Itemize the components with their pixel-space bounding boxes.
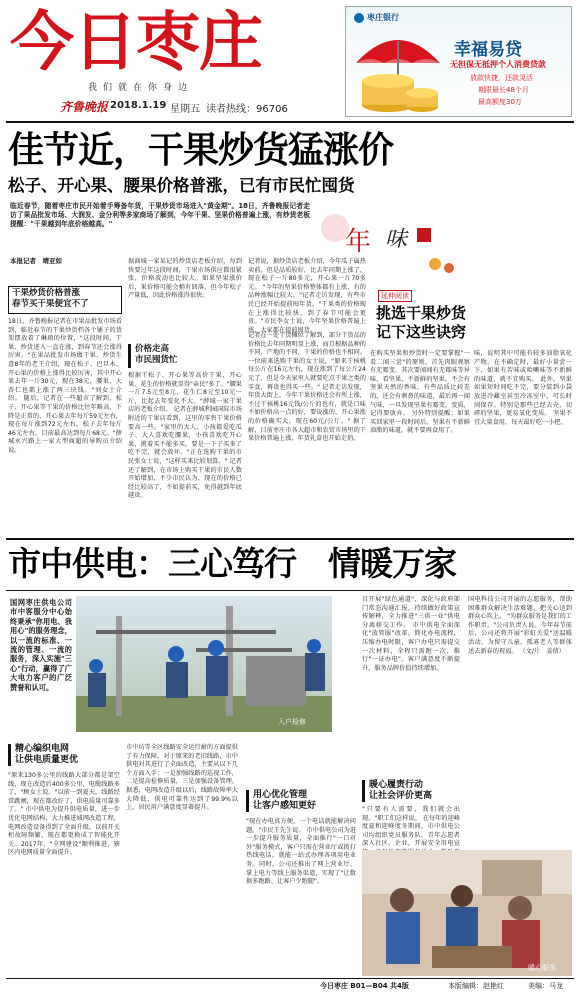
- ad-bank-name: 枣庄银行: [367, 13, 399, 22]
- umbrella-coins-graphic: [348, 21, 448, 115]
- headline1-col2: 据商城一家某记的炒货店老板介绍，每到快要过年这段时间，干果市场供应都很紧张，价格波动也比较大。如果坚果涨价后，果价格可能会稍有回落，但今年松子产量低，因此价格涨得很快。: [128, 258, 242, 300]
- section-divider: [6, 538, 574, 540]
- ad-line2: 放款快捷，还款灵活: [470, 74, 533, 82]
- home-visit-photo: [362, 850, 572, 976]
- related-col2: 味，说明其中可能有较多油脂氧化产物。在不确定时，最好小量尝一下，如果有苦味或哈喇味等不新鲜的味道，就不宜购买。 此外，坚果如果短时间吃不完，要分装到小袋放进冷藏室甚至冷冻室中，可长时间保存。特别是那些已经去壳、切碎的坚果，更易氧化变质。 坚果不宜大量食用，每天最好吃一小把。: [474, 350, 572, 426]
- masthead-weekday: 星期五: [170, 104, 200, 115]
- workers-photo: [76, 596, 332, 732]
- headline1-col3: 根据干松子、开心果等高价干果，开心果、花生的价格就显得"亲民"多了。"腰果一斤7.5元至8元，花生仁8元至10元一斤，比起去年变化不大。"薛城一家干果店的老板介绍。 记者在薛城利园国际市场附近的干果店看到，这里的零售干果价格要高一些。"家里的大人、小孩都爱吃瓜子、大人喜欢吃腰果，小孩喜欢吃开心果，挑着买不能多买，要是一下子买多了吃不完，就会放坏。"正在选购干果的市民张女士说，"这样买来比较划算。" 记者还了解到，在市场上购买干果的市民人数开始增加，不少市民认为，现在的价格已经比较高了，不如提前买，免得越到年底越贵。: [128, 372, 242, 500]
- related-title: 挑选干果炒货 记下这些诀窍: [376, 304, 467, 341]
- ad-line4: 最高额度30万: [478, 98, 522, 106]
- headline1-title: 佳节近，干果炒货猛涨价: [8, 130, 394, 171]
- svg-text:味: 味: [385, 227, 408, 252]
- ad-banner[interactable]: [345, 6, 572, 117]
- headline1-subtitle: 松子、开心果、腰果价格普涨，已有市民忙囤货: [8, 176, 355, 195]
- masthead-hotline: 读者热线：96706: [206, 104, 288, 115]
- ad-line3: 期限最长48个月: [478, 86, 529, 94]
- headline1-byline: 本报记者 靖亚如: [10, 257, 62, 265]
- footer-editor: 本版编辑：赵艳红: [448, 982, 504, 990]
- masthead-divider: [6, 121, 574, 123]
- headline1-col4: 记者说，据炒货店老板介绍，今年瓜子属热卖前，但是品质较好，比去年同期上涨了，现在松子一斤80多元，开心果一斤70多元。 "今年的坚果价格整体都有上涨，有的品种涨幅比较大。"记者走访发现，有些市民已经开始提前囤年货。"干果类的价格现在上涨得比较快，到了春节可能会更贵。"市民李女士说，今年坚果价格普遍上涨，大家都在提前囤货。: [248, 258, 366, 334]
- masthead-title: 今日枣庄: [10, 6, 262, 80]
- photo3-caption: 暖心服务: [528, 964, 556, 972]
- headline1-col5: 记者在一处干货摊位了解到，部分干货品的价格比去年同期明显上涨，而且根据品种的不同，产地的不同，干果的价格也不相同。一位前来选购干果的女士说，"原来干核桃每公斤在16元左右，现在涨到了每公斤24元了，但是今天家里人就要吃点干果之类的零食，再贵也得买一些。" 记者走访发现，年货大街上，今年干果价格还会有所上涨，不过干核桃16元钱/公斤的也有，就是口味不如价格高一点的好，要说涨的，开心果涨的价格确实大，现在60元/公斤。" 据了解，目前枣庄市各大超市和农贸市场里的干果价格普遍上涨，年货礼盒也开始走俏。: [248, 332, 366, 443]
- headline1-lead: 临近春节，随着枣庄市民开始着手筹备年货，干果炒货市场进入"黄金期"。18日，齐鲁晚报记者走访了果品批发市场、大润发、金分利等多家商场了解到，今年干果、坚果价格普遍上涨，有炒货老板提醒："干果越到年底价格越高。": [10, 202, 310, 228]
- headline2-intro: 国网枣庄供电公司市中客服分中心始终秉承"你用电、我用心"的服务理念，以一流的标准、一流的管理、一流的服务，深入实施"三心"行动，赢得了广大电力客户的广泛赞誉和认可。: [10, 598, 72, 692]
- footer-page: 今日枣庄 B01—B04 共4版: [320, 982, 409, 990]
- headline2-col4: 目开展"绿色通道"，深化与政府部门常态沟通汇报，持续做好政策宣传解释，全力推进"三供一业"供电分离移交工作。 市中供电全面深化"放管服"改革，简化办电流程，压缩办电时限，客户办电只需提交一次材料，全程只需跑一次，推行"一证办电"。客户满意度不断提升，服务品牌价值持续增加。: [362, 596, 460, 672]
- headline2-col3: "现在办电真方便，一个电话就能解决问题。"市民王先生说。 市中供电公司为进一步提升服务质量，全面推行"一口对外"服务模式，客户只需在营业厅或拨打热线电话，就能一站式办理各项用电业务。同时，公司还推出了网上营业厅、掌上电力等线上服务渠道，实现了"让数据多跑路、让客户少跑腿"。: [246, 818, 356, 886]
- headline2-col2: 市中坊等全区线路安全运行耐的方面提供了有力保障。对于原来的老旧线路，市中供电对其进行了全面改造，主要从以下几个方面入手：一是加强线路的巡视工作，二是提高检修质量，三是加强设备管理。 据悉，电网改造升级以后，线路故障率大大降低，供电可靠性达到了99.9%以上，居民用户满意度显著提升。: [126, 744, 238, 812]
- footer-designer: 美编：马龙: [528, 982, 563, 990]
- box-title-2: 价格走高 市民囤货忙: [128, 344, 245, 368]
- masthead-brand: 齐鲁晚报: [60, 100, 109, 114]
- related-tag: 延伸阅读: [378, 290, 412, 302]
- ad-line1: 无担保无抵押个人消费贷款: [450, 60, 546, 69]
- sub1-title: 精心编织电网 让供电质量更优: [8, 744, 125, 766]
- related-col1: 在购买坚果和炒货时一定要掌握"一看二闻三尝"的原则，首先肉眼观察有无霉变、其次要闻闻有无霉味等异味，看坚果、不新鲜的坚果，不会有坚果天然的香味，有些品质比较差的，还会有刺鼻的味道，最后再一闻气味，一旦发现坚果有霉变、变质，记得要放弃。 另外特别提醒：如果买回家里一段时间后，坚果有不新鲜油脂的味道，就不要再食用了。: [370, 350, 470, 435]
- headline2-col6: 国电科技公司开展的志愿服务，帮助困难群众解决生活难题，把关心送到群众心坎上。 "为群众服务是我们的工作职责。"公司负责人说。今年春节前后，公司还将开展"彩虹关爱"送温暖活动，为留守儿童、孤寡老人等群体送去新春的祝福。 （文/片 姜倩）: [468, 596, 572, 655]
- masthead-date: 2018.1.19: [110, 100, 167, 111]
- headline2-col5: "只要有人需要，我们就会出现。"职工们这样说。 在每年的迎峰度夏和迎峰度冬期间，市中供电公司均组织党员服务队、青年志愿者深入社区、企业，开展安全用电宣: [362, 806, 460, 848]
- headline2-underline: [6, 590, 574, 591]
- headline1-col1: 18日，齐鲁晚报记者在市果品批发市场看到，临近春节的干果炒货档各个铺子的货架摆放着了琳琅的位置，"这段时间，干果、炒货进入一直在涨，到春节还会涨得厉害。"在果品批发市场做干果、炒货生意8年的老王介绍，现在松子、巴旦木、开心果的价格上涨得比较厉害，其中开心果去年一斤30元，现在38元，腰果、大杏仁也都上涨了两三块钱。"刘女士介绍。 随后，记者在一些超市了解到，松子、开心果等干果的价格比往年略高，下降是正常的，开心果去年每斤59元左右，现在每斤涨到72元左右，松子去年每斤46元左右，目前最高达到每斤68元。"薛城永兴路上一家大型商超的导购员介绍说。: [8, 318, 122, 454]
- headline2-title: 市中供电：三心笃行 情暖万家: [8, 544, 456, 583]
- photo1-caption: 入户检修: [278, 718, 306, 726]
- svg-text:年: 年: [345, 227, 372, 257]
- box-title-1: 干果炒货价格普涨 春节买干果便宜不了: [8, 286, 122, 314]
- masthead: [0, 0, 580, 120]
- footer-divider: [6, 978, 574, 979]
- masthead-slogan: 我们就在你身边: [88, 83, 194, 93]
- headline2-col1: "原来130多公里的线路大部分都是架空线，现在改造后400多公里，电缆线路多了，"顾女士说。"以前一到夏天，线路经常跳闸，现在都改好了，供电质量可靠多了。" 市中供电为提升供电质量，进一步优化电网结构，大力推进城网改造工程，电网改造设备得到了全面升级。以前开关柜故障频繁，现在都更换成了智能化开关。2017年，"全网建设"顺利推进，辖区内电网质量全面提升。: [8, 772, 120, 857]
- sub2-title: 用心优化管理 让客户感知更好: [246, 790, 363, 812]
- ad-product: 幸福易贷: [454, 40, 522, 60]
- sub3-title: 暖心履责行动 让社会评价更高: [362, 780, 469, 802]
